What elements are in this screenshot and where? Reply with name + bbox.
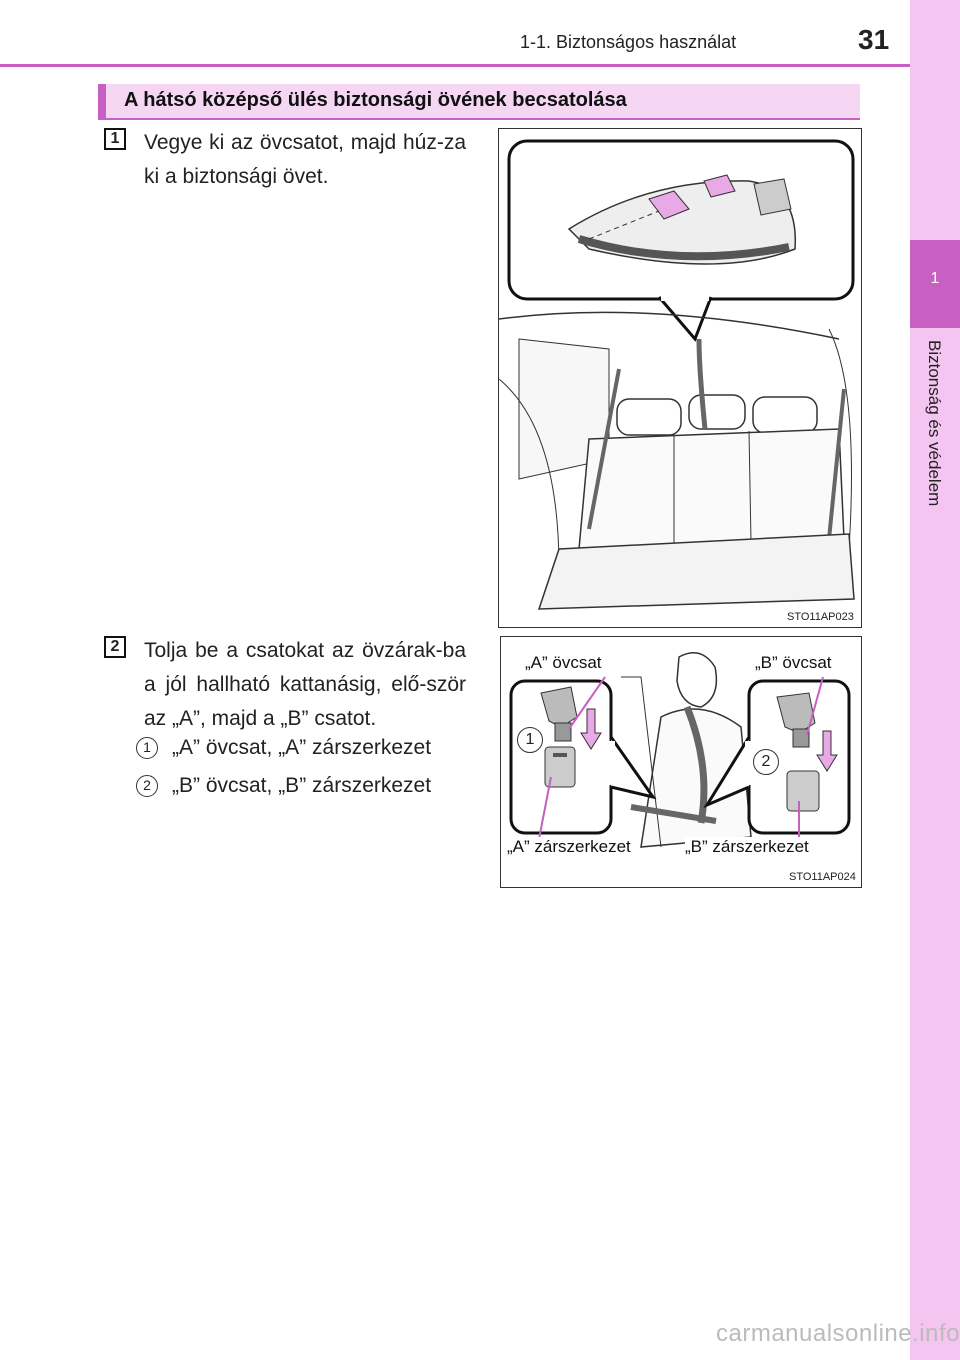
watermark: carmanualsonline.info <box>716 1320 960 1347</box>
running-header: 1-1. Biztonságos használat <box>520 32 737 52</box>
header-rule <box>0 64 910 67</box>
step-number-1: 1 <box>104 128 126 150</box>
label-a-lock: „A” zárszerkezet <box>507 837 631 856</box>
chapter-number: 1 <box>930 270 940 287</box>
item-1-text: „A” övcsat, „A” zárszerkezet <box>172 736 432 759</box>
section-heading <box>98 84 860 118</box>
rear-seat-illustration <box>499 129 860 626</box>
chapter-label: Biztonság és védelem <box>925 340 944 507</box>
figure-2-code: STO11AP024 <box>789 871 856 883</box>
item-number-2: 2 <box>136 775 158 797</box>
section-title: A hátsó középső ülés biztonsági övének becsatolása <box>124 89 627 111</box>
label-b-buckle: „B” övcsat <box>755 653 832 672</box>
item-2-text: „B” övcsat, „B” zárszerkezet <box>172 774 432 797</box>
figure-rear-seat <box>498 128 862 628</box>
callout-1: 1 <box>517 727 543 753</box>
section-rule <box>98 118 860 120</box>
step-number-2: 2 <box>104 636 126 658</box>
figure-buckle <box>500 636 862 888</box>
item-number-1: 1 <box>136 737 158 759</box>
page-number: 31 <box>858 24 890 55</box>
step-1-text: Vegye ki az övcsatot, majd húz-za ki a biztonsági övet. <box>144 131 466 188</box>
step-2-text: Tolja be a csatokat az övzárak-ba a jól hallható kattanásig, elő-ször az „A”, majd a „B” csatot. <box>144 639 466 730</box>
label-b-lock: „B” zárszerkezet <box>685 837 809 856</box>
label-a-buckle: „A” övcsat <box>525 653 602 672</box>
chapter-side-tab <box>910 0 960 1360</box>
callout-2: 2 <box>753 749 779 775</box>
figure-1-code: STO11AP023 <box>787 611 854 623</box>
